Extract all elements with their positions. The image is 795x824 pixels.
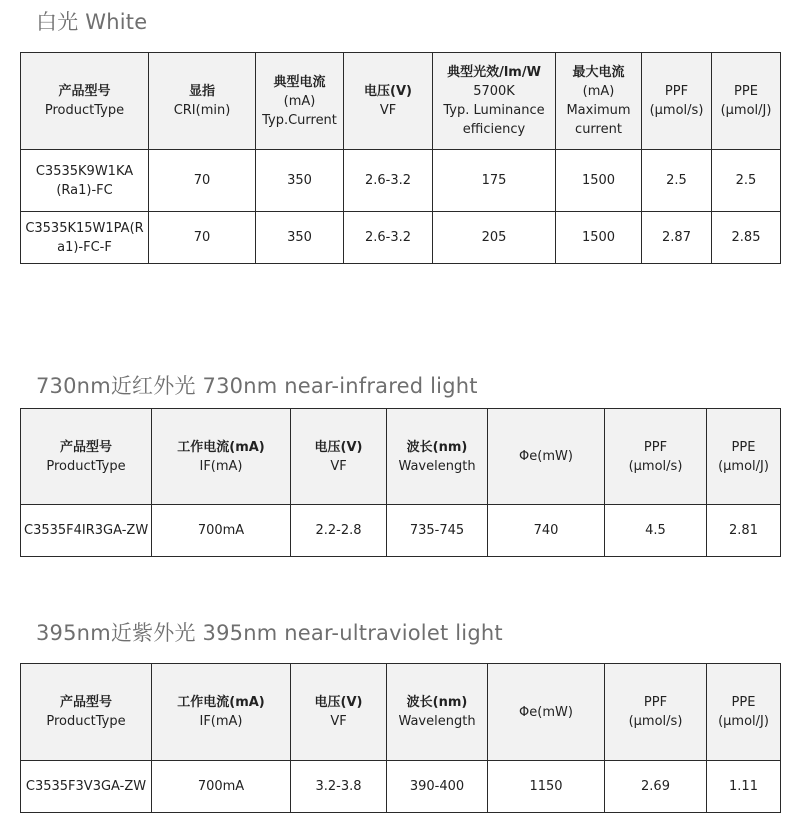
header-line: Φe(mW) <box>519 449 573 464</box>
column-header <box>387 409 488 505</box>
table-cell <box>152 761 291 813</box>
table-header-row <box>21 409 781 505</box>
cell-line: 350 <box>287 173 312 188</box>
table-cell <box>605 761 707 813</box>
table-cell <box>387 505 488 557</box>
header-line: 波长(nm) <box>406 695 468 710</box>
header-line: 显指 <box>188 84 215 99</box>
cell-line: 700mA <box>197 523 245 538</box>
header-line: PPF <box>643 439 668 455</box>
header-line: PPE <box>731 695 756 710</box>
header-line: PPF <box>664 84 689 99</box>
column-header <box>433 53 556 150</box>
column-header <box>291 664 387 761</box>
table-cell <box>387 761 488 813</box>
cell-line: 735-745 <box>409 523 465 538</box>
cell-line: 2.6-3.2 <box>364 230 412 245</box>
column-header <box>291 409 387 505</box>
cell-line: 205 <box>481 230 507 245</box>
header-line: Wavelength <box>398 458 476 474</box>
header-line: CRI(min) <box>173 103 231 118</box>
header-line: Wavelength <box>398 714 476 729</box>
table-header-row <box>21 53 781 150</box>
cell-line: 70 <box>193 173 211 188</box>
header-line: 典型光效/lm/W <box>447 65 541 80</box>
header-line: ProductType <box>44 103 125 118</box>
header-line: current <box>575 122 622 137</box>
cell-line: 2.81 <box>729 523 758 538</box>
table-cell <box>556 212 642 264</box>
table-cell <box>642 212 712 264</box>
cell-line: 2.6-3.2 <box>364 173 412 188</box>
table-row <box>21 150 781 212</box>
header-line: (mA) <box>283 93 316 109</box>
table-cell <box>488 505 605 557</box>
header-line: IF(mA) <box>199 714 243 729</box>
cell-line: 175 <box>481 173 507 188</box>
cell-line: 2.69 <box>641 779 670 794</box>
cell-line: 2.87 <box>662 230 691 245</box>
section-title-white: 白光 White <box>36 10 148 34</box>
column-header <box>21 409 152 505</box>
cell-line: C3535K15W1PA(R <box>25 220 144 236</box>
spec-table-near-infrared <box>20 408 781 557</box>
table-header-row <box>21 664 781 761</box>
cell-line: C3535F4IR3GA-ZW <box>24 523 149 538</box>
table-cell <box>707 761 781 813</box>
header-line: 电压(V) <box>364 84 412 99</box>
header-line: (mA) <box>582 84 615 99</box>
cell-line: 70 <box>193 230 211 245</box>
table-row <box>21 761 781 813</box>
cell-line: 2.5 <box>666 173 687 188</box>
table-cell <box>605 505 707 557</box>
header-line: (μmol/J) <box>718 714 769 729</box>
product-model-cell <box>21 150 149 212</box>
table-row <box>21 505 781 557</box>
cell-line: 350 <box>287 230 312 245</box>
table-cell <box>433 150 556 212</box>
column-header <box>21 664 152 761</box>
table-cell <box>488 761 605 813</box>
cell-line: C3535K9W1KA <box>35 163 134 179</box>
column-header <box>605 409 707 505</box>
table-cell <box>149 150 256 212</box>
cell-line: (Ra1)-FC <box>56 182 113 198</box>
cell-line: a1)-FC-F <box>57 239 112 255</box>
table-cell <box>642 150 712 212</box>
header-line: efficiency <box>462 122 526 137</box>
column-header <box>256 53 344 150</box>
header-line: (μmol/J) <box>718 458 769 474</box>
column-header <box>152 409 291 505</box>
cell-line: 1150 <box>529 779 563 794</box>
cell-line: 2.5 <box>735 173 757 188</box>
cell-line: C3535F3V3GA-ZW <box>25 779 147 794</box>
header-line: (μmol/J) <box>720 103 772 118</box>
table-cell <box>291 761 387 813</box>
cell-line: 4.5 <box>645 523 666 538</box>
cell-line: 700mA <box>197 779 245 794</box>
header-line: VF <box>330 458 347 474</box>
header-line: 5700K <box>473 84 515 99</box>
header-line: Typ.Current <box>262 112 337 128</box>
cell-line: 2.2-2.8 <box>315 523 362 538</box>
header-line: 电压(V) <box>314 439 363 455</box>
header-line: 产品型号 <box>59 439 112 455</box>
spec-table-near-ultraviolet <box>20 663 781 813</box>
section-title-near-infrared: 730nm近红外光 730nm near-infrared light <box>36 374 478 398</box>
header-line: 产品型号 <box>58 84 111 99</box>
header-line: 最大电流 <box>572 65 625 80</box>
header-line: (μmol/s) <box>628 714 683 729</box>
header-line: ProductType <box>46 714 126 729</box>
column-header <box>707 664 781 761</box>
product-model-cell <box>21 212 149 264</box>
header-line: 产品型号 <box>59 695 112 710</box>
header-line: (μmol/s) <box>628 458 683 474</box>
column-header <box>488 664 605 761</box>
table-cell <box>256 212 344 264</box>
table-cell <box>152 505 291 557</box>
table-row <box>21 212 781 264</box>
spec-table-white <box>20 52 781 264</box>
header-line: VF <box>330 714 347 729</box>
header-line: Maximum <box>566 103 631 118</box>
cell-line: 1.11 <box>729 779 758 794</box>
header-line: PPF <box>643 695 668 710</box>
column-header <box>387 664 488 761</box>
cell-line: 390-400 <box>409 779 465 794</box>
cell-line: 1500 <box>581 173 616 188</box>
header-line: PPE <box>734 84 758 99</box>
header-line: (μmol/s) <box>649 103 704 118</box>
table-cell <box>707 505 781 557</box>
column-header <box>556 53 642 150</box>
header-line: Typ. Luminance <box>443 103 545 118</box>
header-line: 电压(V) <box>314 695 363 710</box>
table-cell <box>712 212 781 264</box>
column-header <box>21 53 149 150</box>
header-line: Φe(mW) <box>519 704 573 720</box>
header-line: ProductType <box>46 458 126 474</box>
cell-line: 3.2-3.8 <box>315 779 362 794</box>
column-header <box>149 53 256 150</box>
cell-line: 2.85 <box>731 230 761 245</box>
column-header <box>642 53 712 150</box>
header-line: 典型电流 <box>273 74 326 90</box>
column-header <box>488 409 605 505</box>
table-cell <box>256 150 344 212</box>
header-line: 工作电流(mA) <box>177 695 265 710</box>
table-cell <box>433 212 556 264</box>
column-header <box>152 664 291 761</box>
table-cell <box>712 150 781 212</box>
column-header <box>707 409 781 505</box>
section-title-near-ultraviolet: 395nm近紫外光 395nm near-ultraviolet light <box>36 621 503 645</box>
header-line: PPE <box>731 439 756 455</box>
column-header <box>712 53 781 150</box>
header-line: 波长(nm) <box>406 439 468 455</box>
table-cell <box>556 150 642 212</box>
header-line: 工作电流(mA) <box>177 439 265 455</box>
table-cell <box>291 505 387 557</box>
product-model-cell <box>21 761 152 813</box>
column-header <box>605 664 707 761</box>
cell-line: 740 <box>533 523 559 538</box>
product-model-cell <box>21 505 152 557</box>
column-header <box>344 53 433 150</box>
table-cell <box>149 212 256 264</box>
table-cell <box>344 150 433 212</box>
header-line: IF(mA) <box>199 458 243 474</box>
header-line: VF <box>379 103 397 118</box>
table-cell <box>344 212 433 264</box>
cell-line: 1500 <box>581 230 616 245</box>
